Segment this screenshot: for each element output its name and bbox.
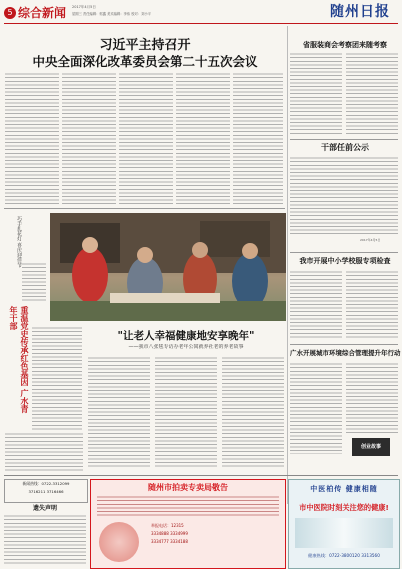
bottom-rule [4, 475, 398, 476]
left-news-col [32, 326, 82, 430]
right-col-divider [287, 26, 288, 504]
right-article1-title: 省服装商会考察团来随考察 [303, 41, 387, 49]
hospital-image [295, 518, 393, 548]
feature-title: "让老人幸福健康地安享晚年" [117, 330, 255, 342]
feature-photo [50, 213, 286, 321]
lead-headline [10, 38, 280, 70]
chuangye-badge: 创业故事 [352, 438, 390, 456]
right-article1-col1 [290, 52, 342, 136]
vertical-caption [6, 216, 22, 268]
masthead-logo: 随州日报 [330, 4, 390, 20]
ad-title: 随州市拍卖专卖局敬告 [148, 483, 228, 492]
right-article4-col1 [290, 362, 342, 454]
right-article4-title: 广水开展城市环境综合管理提升年行动 [290, 349, 401, 357]
left-lower-col [5, 432, 83, 472]
lead-title-line2: 中央全面深化改革委员会第二十五次会议 [32, 54, 258, 69]
hotline-numbers: 3716211 3716466 [28, 489, 64, 494]
ad-phone-3: 3334777 3334188 [151, 539, 188, 544]
vertical-caption-2: 喜庆迎佳节 [16, 242, 22, 268]
section-title: 综合新闻 [18, 6, 67, 20]
mid-divider-top [4, 208, 285, 209]
right-article1-col2 [346, 52, 398, 136]
lead-title-line1: 习近平主持召开 [99, 38, 191, 53]
right-article3-col1 [290, 270, 342, 340]
right-article2-body [290, 156, 398, 236]
hospital-slogan: 中医柏传 健康相随 [310, 485, 378, 493]
hospital-headline: 市中医院时刻关注您的健康! [299, 503, 389, 512]
right-article3-title: 我市开展中小学校服专项检查 [299, 257, 391, 265]
editor-line: 星期三 责任编辑：郭鑫 美术编辑：李伟 校对：刘小平 [72, 12, 151, 16]
right-divider-3 [290, 344, 398, 345]
right-article3-col2 [346, 270, 398, 340]
ad-emblem [99, 522, 139, 562]
hospital-ad [288, 479, 400, 569]
right-divider-1 [290, 139, 398, 140]
hotline-box [4, 479, 88, 503]
lead-body-col2 [62, 72, 116, 204]
section-icon: 5 [4, 7, 16, 19]
hospital-phone: 健康热线：0722-3800120 3313560 [308, 553, 380, 558]
feature-col1 [88, 356, 150, 468]
ad-phone-2: 3334888 3334999 [151, 531, 188, 536]
right-divider-2 [290, 252, 398, 253]
hotline-label: 新闻热线：0722-3312099 [22, 481, 70, 486]
lead-body-col1 [5, 72, 59, 204]
date-line: 2017年4月5日 [72, 5, 96, 9]
right-article2-title: 干部任前公示 [321, 143, 369, 152]
photo-illustration [50, 213, 286, 321]
right-article2-date: 2017年4月5日 [360, 238, 381, 242]
ad-phone-1: 举报电话：12315 [151, 523, 184, 528]
feature-subtitle: ——我市八张毯专访办老年公寓就养社老的养老故事 [128, 344, 244, 350]
right-article4-col2 [346, 362, 398, 434]
feature-col3 [222, 356, 284, 468]
notice-body [4, 514, 86, 566]
lead-body-col4 [176, 72, 230, 204]
vertical-title: 重温党史传承红色基因 广水青年干部 [9, 306, 29, 413]
caption-body [22, 262, 46, 302]
header-rule [4, 23, 398, 24]
lead-body-col5 [233, 72, 283, 204]
page-header [0, 0, 402, 28]
vertical-caption-1: 巧手扎花灯 [16, 216, 22, 241]
ad-body [97, 495, 279, 517]
lead-body-col3 [119, 72, 173, 204]
feature-col2 [155, 356, 217, 468]
tobacco-ad [90, 479, 286, 569]
notice-title: 遗失声明 [32, 505, 57, 512]
